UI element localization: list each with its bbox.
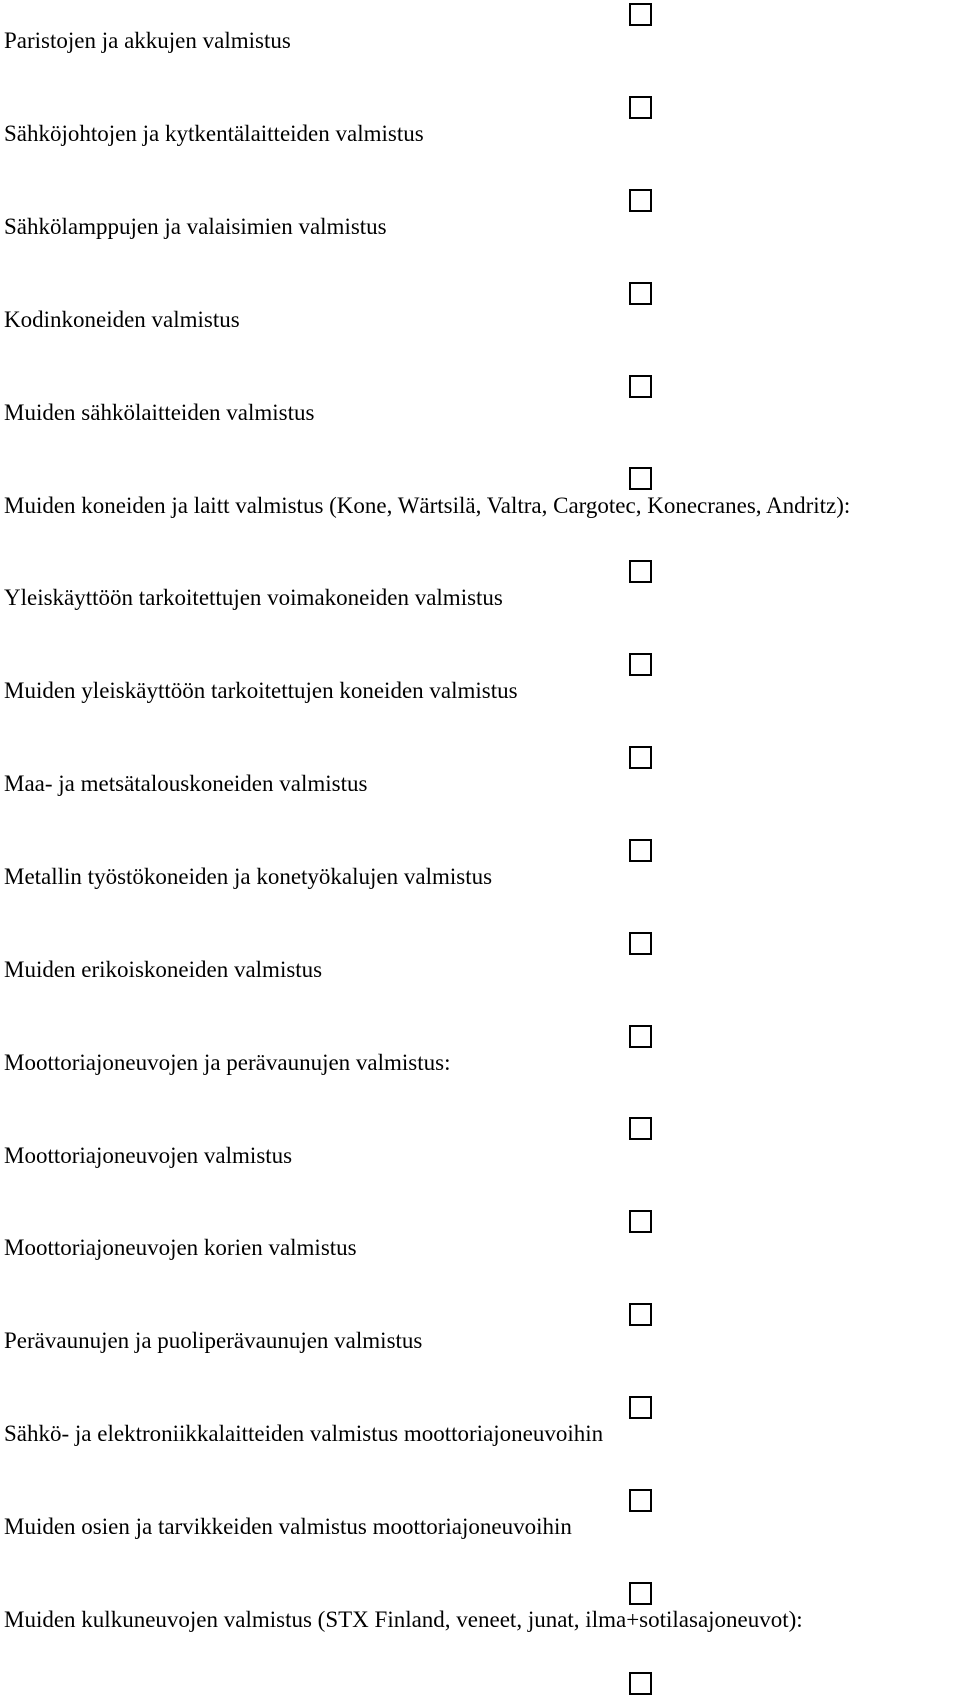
item-checkbox[interactable] [629, 839, 652, 862]
item-label: Sähköjohtojen ja kytkentälaitteiden valmistus [4, 121, 424, 146]
item-label: Moottoriajoneuvojen ja perävaunujen valmistus: [4, 1050, 451, 1075]
item-checkbox[interactable] [629, 1025, 652, 1048]
item-label: Perävaunujen ja puoliperävaunujen valmistus [4, 1328, 423, 1353]
item-label: Muiden osien ja tarvikkeiden valmistus moottoriajoneuvoihin [4, 1514, 572, 1539]
item-checkbox[interactable] [629, 282, 652, 305]
item-label: Muiden sähkölaitteiden valmistus [4, 400, 315, 425]
item-checkbox[interactable] [629, 1303, 652, 1326]
item-label: Sähkölamppujen ja valaisimien valmistus [4, 214, 387, 239]
item-checkbox[interactable] [629, 932, 652, 955]
item-label: Sähkö- ja elektroniikkalaitteiden valmistus moottoriajoneuvoihin [4, 1421, 604, 1446]
item-checkbox[interactable] [629, 375, 652, 398]
item-label: Moottoriajoneuvojen valmistus [4, 1143, 293, 1168]
item-label: Muiden erikoiskoneiden valmistus [4, 957, 323, 982]
item-label: Metallin työstökoneiden ja konetyökalujen valmistus [4, 864, 493, 889]
item-label: Kodinkoneiden valmistus [4, 307, 240, 332]
item-checkbox[interactable] [629, 467, 652, 490]
item-checkbox[interactable] [629, 1117, 652, 1140]
item-checkbox[interactable] [629, 1396, 652, 1419]
item-checkbox[interactable] [629, 1672, 652, 1695]
item-label: Paristojen ja akkujen valmistus [4, 28, 291, 53]
item-checkbox[interactable] [629, 746, 652, 769]
item-checkbox[interactable] [629, 189, 652, 212]
item-checkbox[interactable] [629, 1582, 652, 1605]
item-label: Moottoriajoneuvojen korien valmistus [4, 1235, 357, 1260]
item-label: Yleiskäyttöön tarkoitettujen voimakoneiden valmistus [4, 585, 503, 610]
item-checkbox[interactable] [629, 1489, 652, 1512]
item-checkbox[interactable] [629, 560, 652, 583]
item-label: Muiden koneiden ja laitt valmistus (Kone, Wärtsilä, Valtra, Cargotec, Konecranes, Andritz): [4, 493, 851, 518]
item-label: Maa- ja metsätalouskoneiden valmistus [4, 771, 368, 796]
item-label: Muiden kulkuneuvojen valmistus (STX Finland, veneet, junat, ilma+sotilasajoneuvot): [4, 1607, 803, 1632]
item-checkbox[interactable] [629, 653, 652, 676]
item-checkbox[interactable] [629, 1210, 652, 1233]
item-checkbox[interactable] [629, 3, 652, 26]
item-label: Muiden yleiskäyttöön tarkoitettujen koneiden valmistus [4, 678, 518, 703]
item-checkbox[interactable] [629, 96, 652, 119]
